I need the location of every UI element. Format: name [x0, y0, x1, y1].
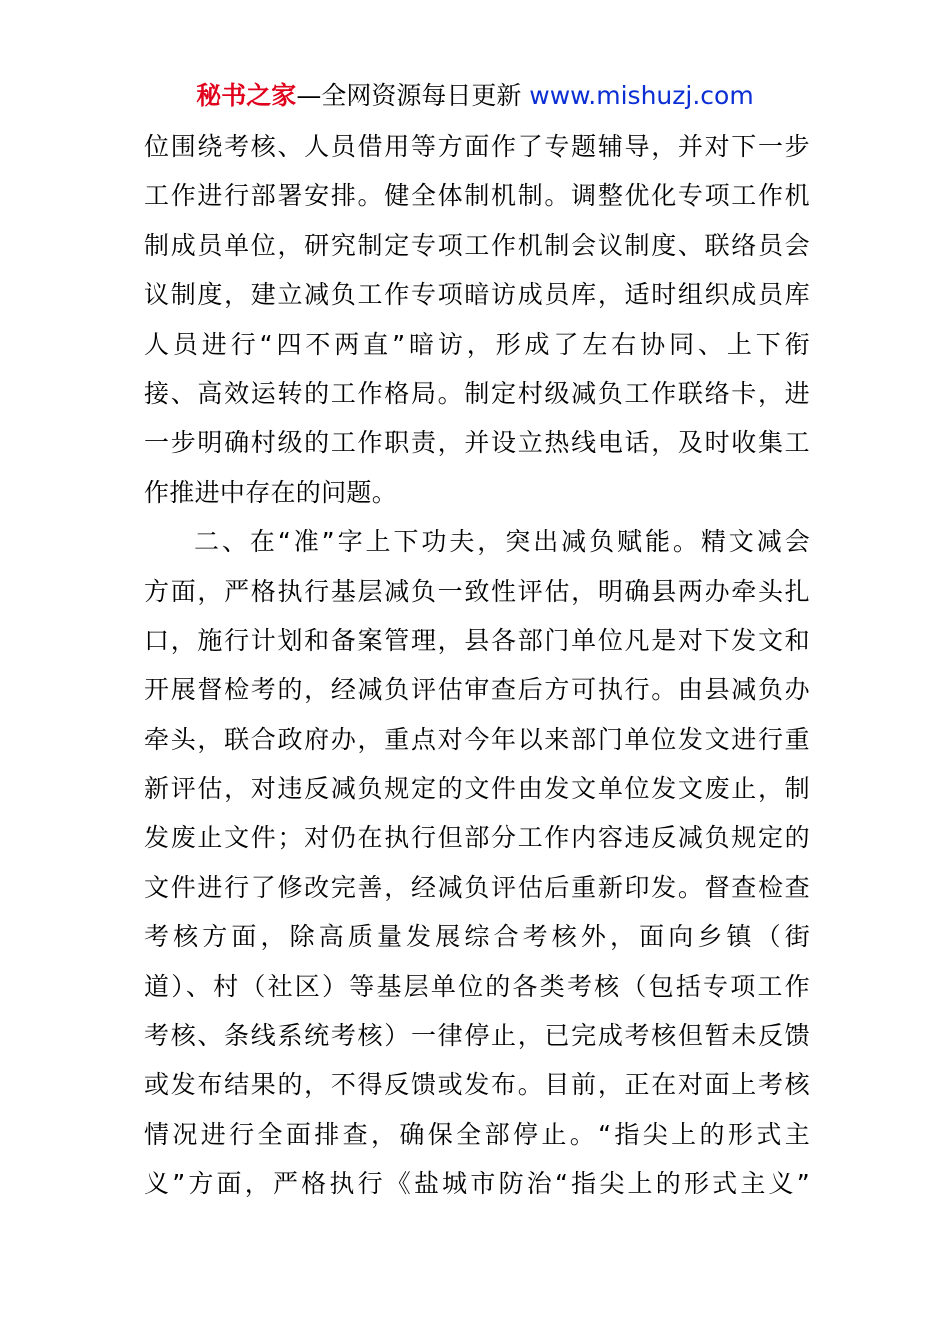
text-line: 方面，严格执行基层减负一致性评估，明确县两办牵头扎 [144, 576, 810, 606]
text-line: 新评估，对违反减负规定的文件由发文单位发文废止，制 [144, 774, 810, 804]
paragraph [144, 122, 810, 517]
text-line: 考核、条线系统考核）一律停止，已完成考核但暂未反馈 [144, 1021, 810, 1051]
text-line: 议制度，建立减负工作专项暗访成员库，适时组织成员库 [144, 280, 810, 310]
text-line: 发废止文件；对仍在执行但部分工作内容违反减负规定的 [144, 823, 810, 853]
text-line: 二、在“准”字上下功夫，突出减负赋能。精文减会 [194, 527, 810, 557]
text-line: 接、高效运转的工作格局。制定村级减负工作联络卡，进 [144, 378, 810, 408]
text-line: 开展督检考的，经减负评估审查后方可执行。由县减负办 [144, 675, 810, 705]
text-line: 或发布结果的，不得反馈或发布。目前，正在对面上考核 [144, 1070, 810, 1100]
site-header [0, 80, 950, 112]
text-line: 口，施行计划和备案管理，县各部门单位凡是对下发文和 [144, 625, 810, 655]
text-line: 位围绕考核、人员借用等方面作了专题辅导，并对下一步 [144, 132, 810, 161]
text-line: 牵头，联合政府办，重点对今年以来部门单位发文进行重 [144, 724, 810, 754]
text-line: 文件进行了修改完善，经减负评估后重新印发。督查检查 [144, 872, 810, 902]
text-line: 道）、村（社区）等基层单位的各类考核（包括专项工作 [144, 971, 810, 1001]
header-slogan: —全网资源每日更新 [296, 81, 530, 110]
text-line: 人员进行“四不两直”暗访，形成了左右协同、上下衔 [144, 329, 810, 359]
text-line: 一步明确村级的工作职责，并设立热线电话，及时收集工 [144, 428, 810, 458]
text-line: 考核方面，除高质量发展综合考核外，面向乡镇（街 [144, 922, 810, 952]
text-line: 制成员单位，研究制定专项工作机制会议制度、联络员会 [144, 230, 810, 260]
paragraph [144, 517, 810, 1208]
document-body [144, 122, 810, 1209]
text-line: 情况进行全面排查，确保全部停止。“指尖上的形式主 [144, 1119, 810, 1149]
text-line: 义”方面，严格执行《盐城市防治“指尖上的形式主义” [144, 1169, 810, 1199]
text-line: 作推进中存在的问题。 [144, 477, 398, 507]
text-line: 工作进行部署安排。健全体制机制。调整优化专项工作机 [144, 181, 810, 211]
site-url[interactable]: www.mishuzj.com [529, 81, 754, 110]
brand-name: 秘书之家 [196, 81, 297, 110]
